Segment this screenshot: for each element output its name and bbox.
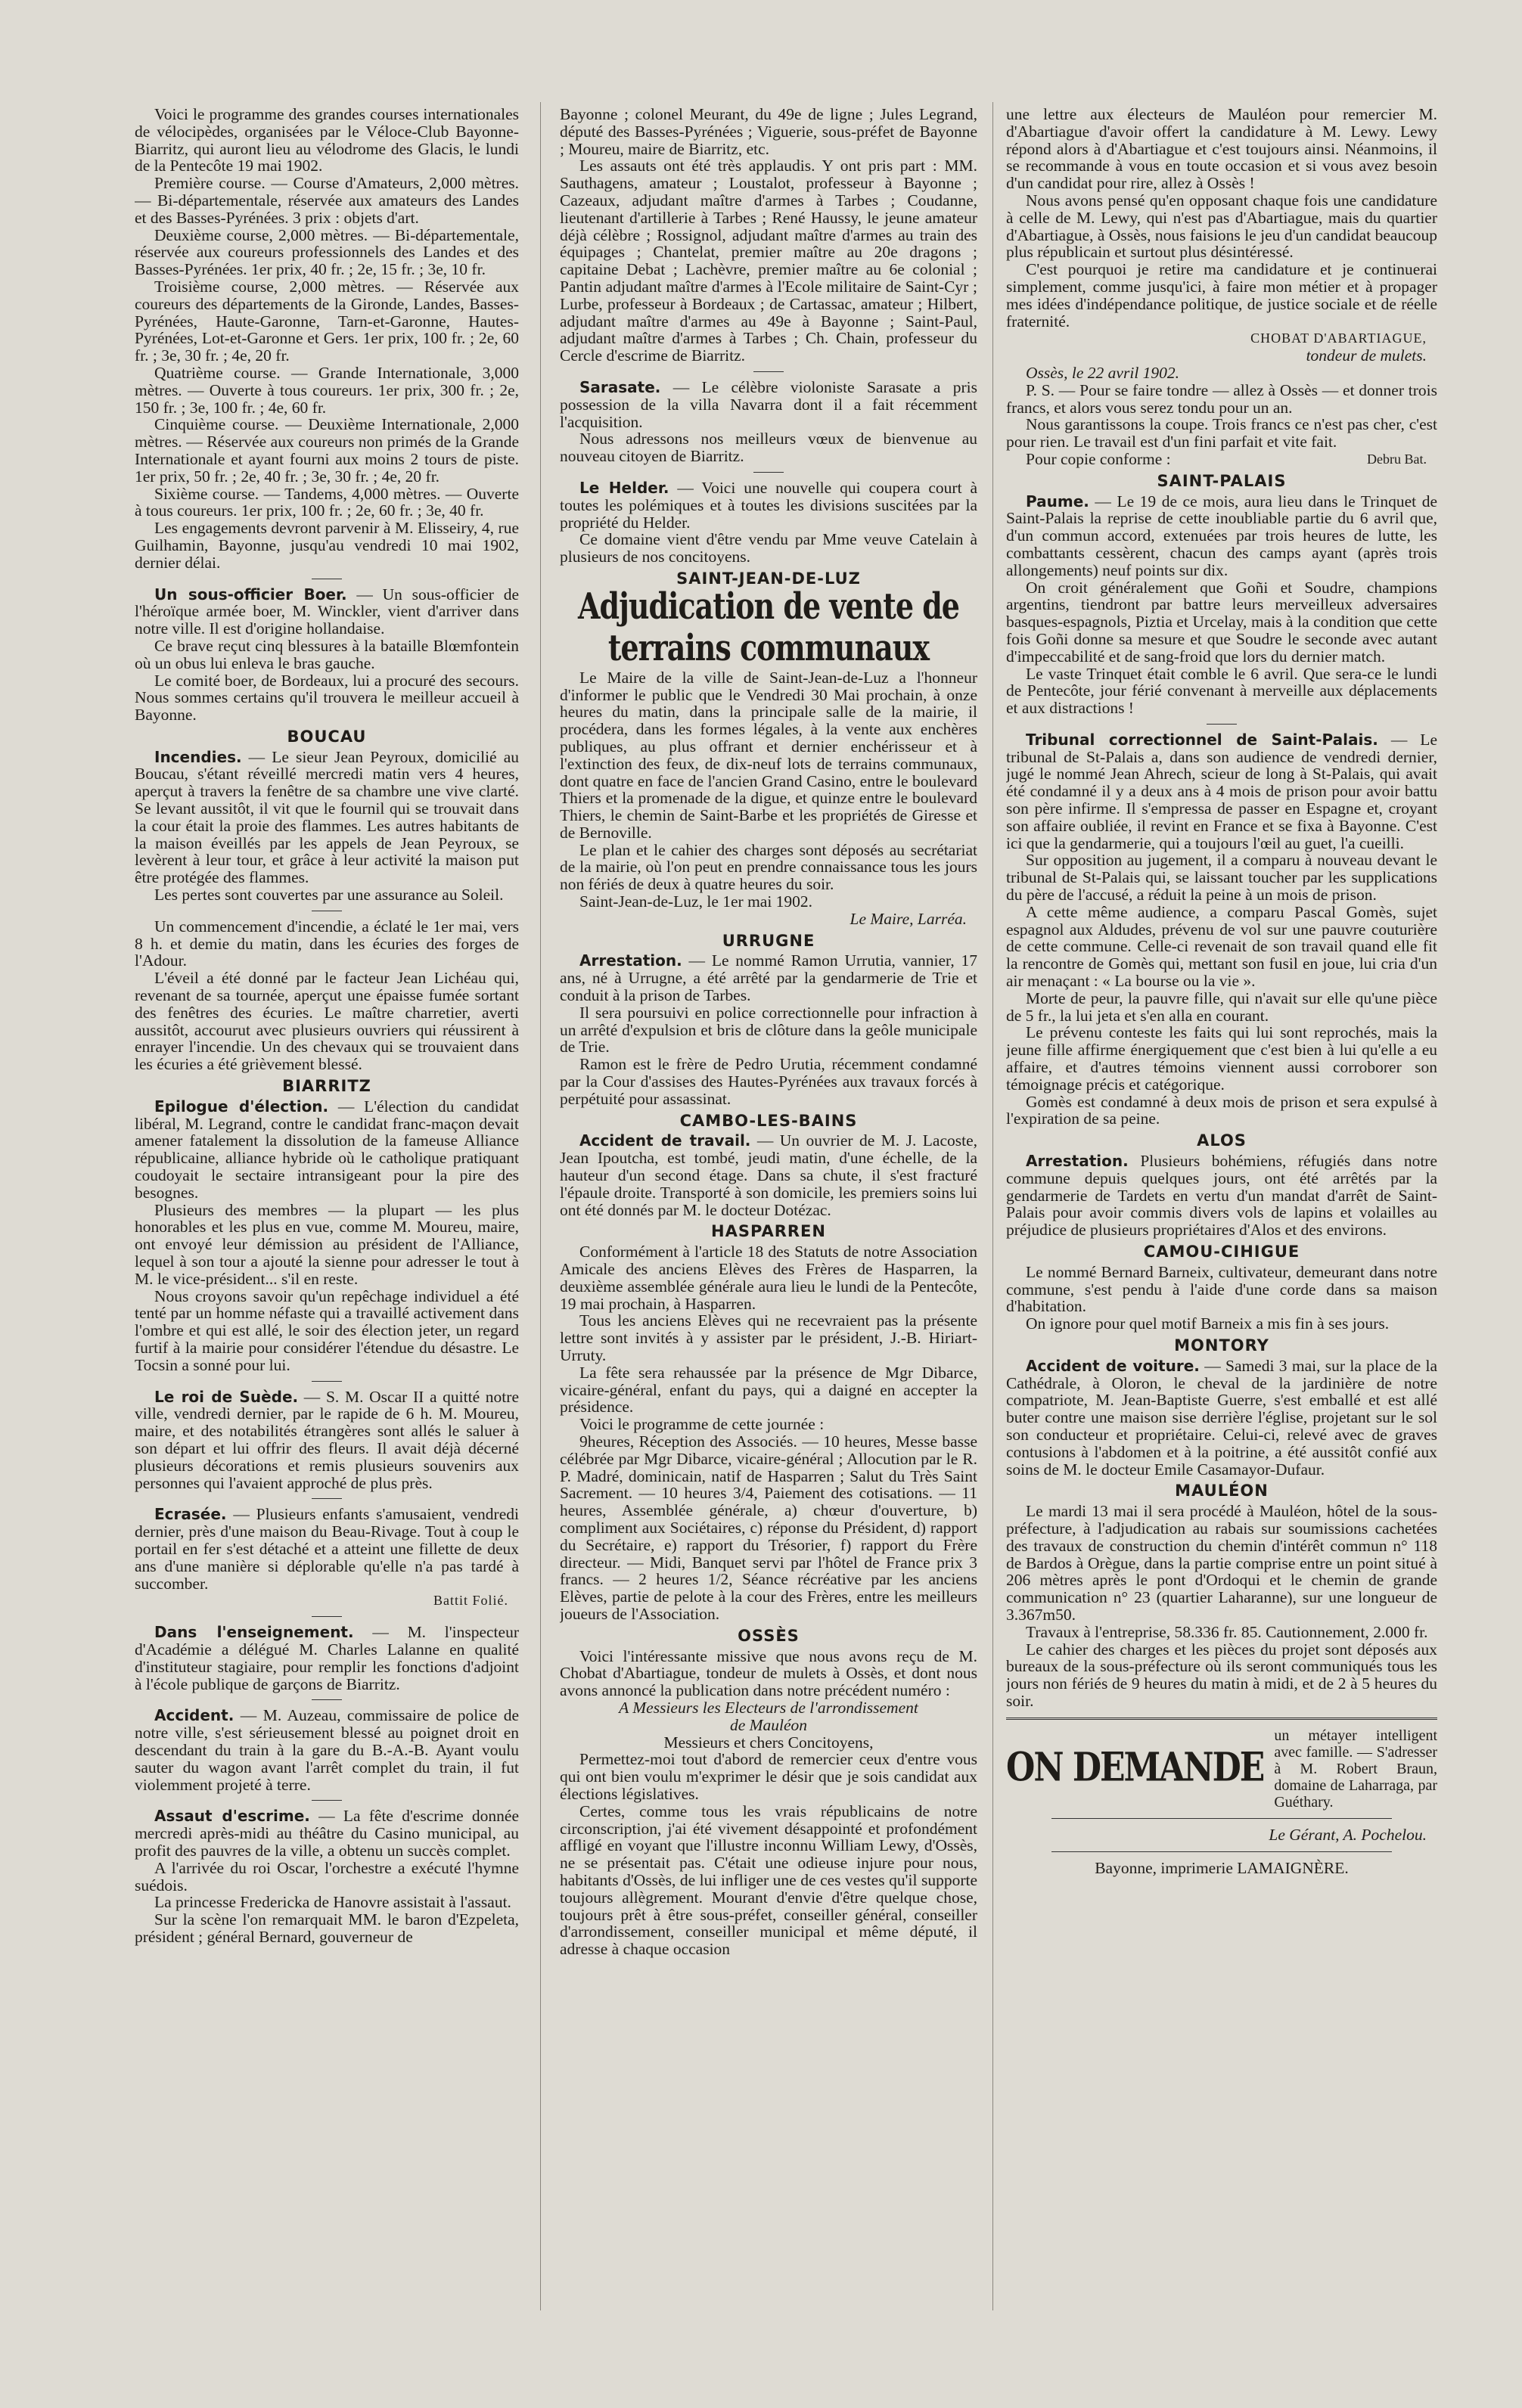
boer-text: — Un sous-officier de l'héroïque armée boer, M. Winckler, vient d'arriver dans notre ville. Il est d'origine hollandaise. bbox=[135, 585, 519, 638]
escrime-cont: Bayonne ; colonel Meurant, du 49e de ligne ; Jules Legrand, député des Basses-Pyrénées ; Viguerie, sous-préfet de Bayonne ; Moureu, maire de Biarritz, etc. bbox=[560, 106, 977, 158]
separator bbox=[1207, 724, 1237, 725]
race-3: Troisième course, 2,000 mètres. — Réservée aux coureurs des départements de la Gironde, Landes, Basses-Pyrénées, Haute-Garonne, Tarn-et-Garonne, Hautes-Pyrénées, Lot-et-Garonne et Gers. 1er prix, 100 fr. ; 2e, 60 fr. ; 3e, 30 fr. ; 4e, 20 fr. bbox=[135, 277, 519, 365]
accident-article bbox=[135, 1707, 519, 1793]
cambo-heading: CAMBO-LES-BAINS bbox=[679, 1111, 858, 1130]
on-demande-title: ON DEMANDE bbox=[1006, 1745, 1264, 1792]
escrime-text: — La fête d'escrime donnée mercredi après-midi au théâtre du Casino municipal, au profit des pauvres de la ville, a obtenu un succès complet. bbox=[135, 1807, 519, 1860]
incendies-text: — Le sieur Jean Peyroux, domicilié au Boucau, s'étant réveillé mercredi matin vers 4 heures, aperçut à travers la fenêtre de sa chambre une vive clarté. Se levant aussitôt, il vit que le fournil qui se trouvait dans la cour était la proie des flammes. Les autres habitants de la maison éveillés par les appels de Jean Peyroux, se levèrent à leur tour, et grâce à leur activité la maison put être protégée des flammes. bbox=[135, 747, 519, 887]
sjl-date: Saint-Jean-de-Luz, le 1er mai 1902. bbox=[579, 892, 813, 911]
accident-lead: Accident. bbox=[154, 1706, 235, 1725]
race-intro: Voici le programme des grandes courses internationales de vélocipèdes, organisées par le Véloce-Club Bayonne-Biarritz, qui auront lieu au vélodrome des Glacis, le lundi de la Pentecôte 19 mai 1902. bbox=[135, 106, 519, 175]
hasparren-p4: Voici le programme de cette journée : bbox=[579, 1415, 825, 1434]
mauleon-p1: Le mardi 13 mai il sera procédé à Mauléon, hôtel de la sous-préfecture, à l'adjudication au rabais sur soumissions cachetées des travaux de construction du chemin d'intérêt commun n° 118 de Bardos à Orègue, dans la partie comprise entre un point situé à 206 mètres après le pont d'Ordoqui et le chemin de grande communication n° 23 (quartier Laharanne), sur une longueur de 3.367m50. bbox=[1006, 1502, 1437, 1624]
footer-rule-2 bbox=[1051, 1851, 1392, 1852]
montory-heading: MONTORY bbox=[1174, 1336, 1269, 1354]
column-2 bbox=[560, 106, 977, 2322]
chobat-title: tondeur de mulets. bbox=[1306, 346, 1427, 365]
montory-lead: Accident de voiture. bbox=[1026, 1356, 1200, 1375]
paume-p3: Le vaste Trinquet était comble le 6 avril. Que sera-ce le lundi de Pentecôte, jour férié convenant à merveille aux déplacements et aux distractions ! bbox=[1006, 664, 1437, 718]
separator bbox=[312, 1616, 342, 1617]
accident-text: — M. Auzeau, commissaire de police de notre ville, s'est sérieusement blessé au poignet droit en descendant du train à la gare du B.-A.-B. Ayant voulu sauter du wagon avant l'arrêt complet du train, il fut violemment projeté à terre. bbox=[135, 1706, 519, 1794]
boer-article bbox=[135, 586, 519, 638]
enseignement-article bbox=[135, 1624, 519, 1693]
mauleon-p2: Travaux à l'entreprise, 58.336 fr. 85. Cautionnement, 2.000 fr. bbox=[1026, 1622, 1428, 1641]
column-rule-1 bbox=[540, 102, 541, 2310]
alos-heading: ALOS bbox=[1197, 1131, 1247, 1150]
osses-address-1: A Messieurs les Electeurs de l'arrondissement bbox=[619, 1698, 918, 1717]
footer-rule bbox=[1051, 1818, 1392, 1819]
arrestation-article bbox=[560, 952, 977, 1004]
enseignement-lead: Dans l'enseignement. bbox=[154, 1623, 354, 1642]
race-2: Deuxième course, 2,000 mètres. — Bi-départementale, réservée aux coureurs professionnels des Landes et des Basses-Pyrénées. 1er prix, 40 fr. ; 2e, 15 fr. ; 3e, 10 fr. bbox=[135, 225, 519, 279]
biarritz-heading: BIARRITZ bbox=[282, 1077, 371, 1096]
race-6: Sixième course. — Tandems, 4,000 mètres. — Ouverte à tous coureurs. 1er prix, 100 fr. ; 2e, 60 fr. ; 3e, 40 fr. bbox=[135, 484, 519, 520]
gerant: Le Gérant, A. Pochelou. bbox=[1269, 1825, 1427, 1844]
arrestation-text: — Le nommé Ramon Urrutia, vannier, 17 ans, né à Urrugne, a été arrêté par la gendarmerie de Trie et conduit à la prison de Tarbes. bbox=[560, 951, 977, 1005]
arrestation-p2: Il sera poursuivi en police correctionnelle pour infraction à un arrêté d'expulsion et bris de clôture dans la geôle municipale de Trie. bbox=[560, 1003, 977, 1057]
osses-address-2: de Mauléon bbox=[729, 1715, 808, 1734]
postscript-2: Nous garantissons la coupe. Trois francs ce n'est pas cher, c'est pour rien. Le travail est d'un fini parfait et vite fait. bbox=[1006, 415, 1437, 452]
column-1 bbox=[135, 106, 519, 2322]
helder-text: — Voici une nouvelle qui coupera court à toutes les polémiques et à toutes les divisions suscitées par la propriété du Helder. bbox=[560, 478, 977, 532]
tribunal-p3: A cette même audience, a comparu Pascal Gomès, sujet espagnol aux Aldudes, prévenu de vol sur une pauvre couturière de cette commune. Celle-ci revenait de son travail quand elle fit la rencontre de Gomès qui, mettant son fusil en joue, lui cria d'un air menaçant : « La bourse ou la vie ». bbox=[1006, 902, 1437, 991]
incendies-article bbox=[135, 749, 519, 886]
escrime-p3: La princesse Fredericka de Hanovre assistait à l'assaut. bbox=[154, 1893, 511, 1912]
escrime-p2: A l'arrivée du roi Oscar, l'orchestre a exécuté l'hymne suédois. bbox=[135, 1858, 519, 1894]
roi-text: — S. M. Oscar II a quitté notre ville, vendredi dernier, par le rapide de 6 h. M. Moureu, maire, et des notabilités étrangères sont allés le saluer à son départ et lui offrir des fleurs. Il avait déjà décerné plusieurs décorations et remis plusieurs souvenirs aux personnes qui l'avaient approché de plus près. bbox=[135, 1387, 519, 1492]
escrime-p4: Sur la scène l'on remarquait MM. le baron d'Ezpeleta, président ; général Bernard, gouverneur de bbox=[135, 1910, 519, 1946]
race-4: Quatrième course. — Grande Internationale, 3,000 mètres. — Ouverte à tous coureurs. 1er prix, 300 fr. ; 2e, 150 fr. ; 3e, 100 fr. ; 4e, 60 fr. bbox=[135, 363, 519, 417]
epilogue-text: — L'élection du candidat libéral, M. Legrand, contre le candidat franc-maçon devait amener fatalement la dissolution de la fameuse Alliance républicaine, alliance hybride où le catholique pratiquant coudoyait le sectaire intransigeant pour la pire des besognes. bbox=[135, 1097, 519, 1202]
ecrasee-lead: Ecrasée. bbox=[154, 1505, 227, 1524]
boer-p2: Ce brave reçut cinq blessures à la bataille Blœmfontein où un obus lui enleva le bras gauche. bbox=[135, 636, 519, 672]
race-entries: Les engagements devront parvenir à M. Elisseiry, 4, rue Guilhamin, Bayonne, jusqu'au vendredi 10 mai 1902, dernier délai. bbox=[135, 519, 519, 572]
sarasate-lead: Sarasate. bbox=[579, 377, 661, 396]
imprimerie: Bayonne, imprimerie LAMAIGNÈRE. bbox=[1095, 1858, 1349, 1877]
paume-text: — Le 19 de ce mois, aura lieu dans le Trinquet de Saint-Palais la reprise de cette inoubliable partie du 6 avril que, d'un commun accord, extenuées par trois heures de lutte, les combattants cessèrent, chacun des camps ayant (après trois allongements) neuf points sur dix. bbox=[1006, 492, 1437, 579]
ecrasee-text: — Plusieurs enfants s'amusaient, vendredi dernier, près d'une maison du Beau-Rivage. Tout à coup le portail en fer s'est détaché et a atteint une fillette de deux ans d'une manière si déplorable qu'elle n'a pas tardé à succomber. bbox=[135, 1505, 519, 1593]
separator bbox=[312, 1699, 342, 1700]
paume-article bbox=[1006, 493, 1437, 579]
tribunal-p4: Morte de peur, la pauvre fille, qui n'avait sur elle qu'une pièce de 5 fr., la lui jeta et s'en alla en courant. bbox=[1006, 988, 1437, 1025]
urrugne-heading: URRUGNE bbox=[722, 931, 815, 950]
incendies-p3: Un commencement d'incendie, a éclaté le 1er mai, vers 8 h. et demie du matin, dans les écuries des forges de l'Adour. bbox=[135, 917, 519, 970]
escrime-lead: Assaut d'escrime. bbox=[154, 1807, 310, 1826]
camou-p1: Le nommé Bernard Barneix, cultivateur, demeurant dans notre commune, s'est pendu à l'aide d'une corde dans sa maison d'habitation. bbox=[1006, 1262, 1437, 1316]
arrestation-lead: Arrestation. bbox=[579, 951, 682, 970]
camou-cihigue-heading: CAMOU-CIHIGUE bbox=[1143, 1243, 1300, 1261]
separator bbox=[312, 1381, 342, 1382]
mauleon-p3: Le cahier des charges et les pièces du projet sont déposés aux bureaux de la sous-préfecture où ils seront communiqués tous les jours non fériés de 9 heures du matin à midi, et de 2 à 5 heures du soir. bbox=[1006, 1640, 1437, 1710]
osses-p3: Certes, comme tous les vrais républicains de notre circonscription, j'ai été vivement désappointé et profondément affligé en voyant que l'illustre inconnu William Lewy, d'Ossès, ne se présentait pas. C'était une odieuse injure pour nous, habitants d'Ossès, de lui infliger une de ces vestes qu'il supporte toujours allègrement. Mourant d'envie d'être quelque chose, toujours prêt à être sous-préfet, conseiller général, conseiller d'arrondissement, conseiller municipal et même député, il adresse à chaque occasion bbox=[560, 1801, 977, 1959]
saint-palais-heading: SAINT-PALAIS bbox=[1157, 471, 1287, 490]
hasparren-p2: Tous les anciens Elèves qui ne recevraient pas la présente lettre sont invités à y assister par le président, J.-B. Hiriart-Urruty. bbox=[560, 1311, 977, 1364]
column-rule-2 bbox=[992, 102, 993, 2310]
enseignement-text: — M. l'inspecteur d'Académie a délégué M. Charles Lalanne en qualité d'instituteur stagiaire, pour remplir les fonctions d'adjoint à l'école publique de garçons de Biarritz. bbox=[135, 1623, 519, 1693]
separator bbox=[753, 472, 784, 473]
arrestation-p3: Ramon est le frère de Pedro Urutia, récemment condamné par la Cour d'assises des Hautes-Pyrénées aux travaux forcés à perpétuité pour assassinat. bbox=[560, 1055, 977, 1108]
osses-p4: Nous avons pensé qu'en opposant chaque fois une candidature à celle de M. Lewy, qui n'est pas d'Abartiague, mais du quartier d'Abartiague, à Ossès, nous faisions le jeu d'un candidat beaucoup plus républicain et surtout plus désintéressé. bbox=[1006, 191, 1437, 262]
montory-article bbox=[1006, 1358, 1437, 1479]
cambo-text: — Un ouvrier de M. J. Lacoste, Jean Ipoutcha, est tombé, jeudi matin, d'une échelle, de la hauteur d'un second étage. Dans sa chute, il s'est fracturé l'épaule droite. Transporté à son domicile, les premiers soins lui ont été donnés par M. le docteur Dotézac. bbox=[560, 1131, 977, 1219]
copie-signature: Debru Bat. bbox=[1367, 451, 1427, 467]
on-demande-ad bbox=[1006, 1718, 1437, 1811]
epilogue-p2: Plusieurs des membres — la plupart — les plus honorables et les plus en vue, comme M. Moureu, maire, ont envoyé leur démission au président de l'Alliance, lequel à son tour a ajouté la sienne pour adresser le tout à M. le vice-président... s'il en reste. bbox=[135, 1200, 519, 1288]
boucau-heading: BOUCAU bbox=[287, 727, 367, 746]
column-3 bbox=[1006, 106, 1437, 2322]
epilogue-lead: Epilogue d'élection. bbox=[154, 1097, 329, 1116]
tribunal-p2: Sur opposition au jugement, il a comparu à nouveau devant le tribunal de St-Palais qui, se laissant toucher par les supplications du père de l'accusé, a réduit la peine à un mois de prison. bbox=[1006, 851, 1437, 905]
alos-lead: Arrestation. bbox=[1026, 1152, 1129, 1171]
osses-salutation: Messieurs et chers Concitoyens, bbox=[663, 1733, 874, 1752]
hasparren-p5: 9heures, Réception des Associés. — 10 heures, Messe basse célébrée par Mgr Dibarce, vicaire-général ; Allocution par le R. P. Madré, dominicain, natif de Hasparren ; Salut du Très Saint Sacrement. — 10 heures 3/4, Paiement des cotisations. — 11 heures, Assemblée générale, a) chœur d'ouverture, b) compliment aux Sociétaires, c) réponse du Président, d) rapport du Secrétaire, e) rapport du Trésorier, f) rapport du Frère directeur. — Midi, Banquet servi par l'hôtel de France prix 3 francs. — 2 heures 1/2, Séance récréative par les anciens Elèves, partie de pelote à la cour des Frères, entre les meilleurs joueurs de l'Association. bbox=[560, 1432, 977, 1623]
chobat-signature: CHOBAT D'ABARTIAGUE, bbox=[1250, 330, 1427, 346]
osses-p1: Voici l'intéressante missive que nous avons reçu de M. Chobat d'Abartiague, tondeur de mulets à Ossès, et dont nous avons annoncé la publication dans notre précédent numéro : bbox=[560, 1646, 977, 1700]
adjudication-banner: Adjudication de vente de terrains communaux bbox=[578, 584, 959, 669]
helder-article bbox=[560, 479, 977, 531]
ecrasee-article bbox=[135, 1506, 519, 1592]
boer-lead: Un sous-officier Boer. bbox=[154, 585, 347, 604]
race-1: Première course. — Course d'Amateurs, 2,000 mètres. — Bi-départementale, réservée aux amateurs des Landes et des Basses-Pyrénées. 3 prix : objets d'art. bbox=[135, 174, 519, 227]
osses-p5: C'est pourquoi je retire ma candidature et je continuerai simplement, comme jusqu'ici, à faire mon métier et à propager mes idées d'indépendance politique, de justice sociale et de réelle fraternité. bbox=[1006, 260, 1437, 330]
incendies-p2: Les pertes sont couvertes par une assurance au Soleil. bbox=[154, 886, 504, 905]
alos-text: Plusieurs bohémiens, réfugiés dans notre commune depuis quelques jours, ont été arrêtés par la gendarmerie de Tardets en vertu d'un mandat d'arrêt de Saint-Palais pour avoir commis divers vols de lapins et volailles au préjudice de plusieurs propriétaires d'Alos et des environs. bbox=[1006, 1152, 1437, 1240]
helder-p2: Ce domaine vient d'être vendu par Mme veuve Catelain à plusieurs de nos concitoyens. bbox=[560, 530, 977, 566]
tribunal-text: — Le tribunal de St-Palais a, dans son audience de vendredi dernier, jugé le nommé Jean Ahrech, scieur de long à St-Palais, qui avait été condamné il y a deux ans à 4 mois de prison pour avoir battu son père infirme. Il s'empressa de passer en Espagne et, croyant son affaire oubliée, il revint en France et se fixa à Bayonne. C'est ici que la gendarmerie, qui a toujours l'œil au guet, l'a cueilli. bbox=[1006, 730, 1437, 852]
roi-lead: Le roi de Suède. bbox=[154, 1387, 299, 1406]
hasparren-p3: La fête sera rehaussée par la présence de Mgr Dibarce, vicaire-général, enfant du pays, qui a daigné en accepter la présidence. bbox=[560, 1363, 977, 1417]
sarasate-text: — Le célèbre violoniste Sarasate a pris possession de la villa Navarra dont il a fait récemment l'acquisition. bbox=[560, 377, 977, 431]
hasparren-p1: Conformément à l'article 18 des Statuts de notre Association Amicale des anciens Elèves des Frères de Hasparren, la deuxième assemblée générale aura lieu le lundi de la Pentecôte, 19 mai prochain, à Hasparren. bbox=[560, 1243, 977, 1313]
separator bbox=[312, 1498, 342, 1499]
tribunal-p6: Gomès est condamné à deux mois de prison et sera expulsé à l'expiration de sa peine. bbox=[1006, 1092, 1437, 1128]
osses-heading: OSSÈS bbox=[738, 1626, 800, 1645]
race-5: Cinquième course. — Deuxième Internationale, 2,000 mètres. — Réservée aux coureurs non primés de la Grande Internationale et ayant fourni aux moins 2 tours de piste. 1er prix, 50 fr. ; 2e, 40 fr. ; 3e, 30 fr. ; 4e, 20 fr. bbox=[135, 415, 519, 486]
hasparren-heading: HASPARREN bbox=[711, 1222, 826, 1241]
escrime-article bbox=[135, 1808, 519, 1859]
copie-conforme bbox=[1006, 451, 1437, 468]
cambo-lead: Accident de travail. bbox=[579, 1131, 751, 1150]
paume-p2: On croit généralement que Goñi et Soudre, champions argentins, tiendront par battre leurs merveilleux adversaires basques-espagnols, Piztia et Urcelay, mais à la condition que cette fois Goñi donne sa mesure et que Soudre le seconde avec autant d'impeccabilité et de sang-froid que lors du dernier match. bbox=[1006, 578, 1437, 666]
on-demande-text: un métayer intelligent avec famille. — S'adresser à M. Robert Braun, domaine de Laharraga, par Guéthary. bbox=[1274, 1727, 1437, 1811]
montory-text: — Samedi 3 mai, sur la place de la Cathédrale, à Oloron, le cheval de la jardinière de notre compatriote, M. Jean-Baptiste Guerre, s'est emballé et est allé buter contre une maison sise derrière l'église, projetant sur le sol son conducteur et propriétaire. Celui-ci, relevé avec de graves contusions à l'abdomen et à la poitrine, a été aussitôt confié aux soins de M. le docteur Emile Casamayor-Dufaur. bbox=[1006, 1356, 1437, 1479]
epilogue-p3: Nous croyons savoir qu'un repêchage individuel a été tenté par un homme néfaste qui a travaillé activement dans l'ombre et qui est allé, le soir des élection jeter, un regard furtif à la mairie pour considérer l'étendue du désastre. Le Tocsin a sonné pour lui. bbox=[135, 1286, 519, 1374]
epilogue-article bbox=[135, 1098, 519, 1202]
boer-p3: Le comité boer, de Bordeaux, lui a procuré des secours. Nous sommes certains qu'il trouvera le meilleur accueil à Bayonne. bbox=[135, 671, 519, 725]
separator bbox=[312, 1800, 342, 1801]
helder-lead: Le Helder. bbox=[579, 478, 669, 497]
ecrasee-signature: Battit Folié. bbox=[433, 1593, 508, 1609]
sjl-p2: Le plan et le cahier des charges sont déposés au secrétariat de la mairie, où l'on peut en prendre connaissance tous les jours non fériés de deux à quatre heures du soir. bbox=[560, 840, 977, 894]
sarasate-p2: Nous adressons nos meilleurs vœux de bienvenue au nouveau citoyen de Biarritz. bbox=[560, 430, 977, 466]
tribunal-article bbox=[1006, 731, 1437, 852]
incendies-p4: L'éveil a été donné par le facteur Jean Lichéau qui, revenant de sa tournée, aperçut une épaisse fumée sortant des fenêtres des écuries. Le maître charretier, averti aussitôt, accourut avec plusieurs ouvriers qui réussirent à enrayer l'incendie. Un des chevaux qui se trouvaient dans les écuries a été grièvement blessé. bbox=[135, 969, 519, 1074]
tribunal-p5: Le prévenu conteste les faits qui lui sont reprochés, mais la jeune fille affirme énergiquement que c'est bien à lui qu'elle a eu affaire, et d'autres témoins viennent aussi corroborer son témoignage précis et catégorique. bbox=[1006, 1023, 1437, 1094]
saint-jean-de-luz-heading: SAINT-JEAN-DE-LUZ bbox=[676, 569, 861, 588]
osses-p2: Permettez-moi tout d'abord de remercier ceux d'entre vous qui ont bien voulu m'exprimer le désir que je sois candidat aux élections législatives. bbox=[560, 1750, 977, 1803]
osses-date: Ossès, le 22 avril 1902. bbox=[1026, 363, 1180, 382]
cambo-article bbox=[560, 1132, 977, 1218]
roi-article bbox=[135, 1389, 519, 1492]
alos-article bbox=[1006, 1153, 1437, 1239]
sjl-p1: Le Maire de la ville de Saint-Jean-de-Luz a l'honneur d'informer le public que le Vendredi 30 Mai prochain, à onze heures du matin, dans la principale salle de la mairie, il procédera, dans les formes légales, à la vente aux enchères publiques, au plus offrant et dernier enchérisseur et à l'extinction des feux, de dix-neuf lots de terrains communaux, dont quatre en face de l'ancien Grand Casino, entre le boulevard Thiers et la promenade de la digue, et quinze entre le boulevard Thiers, le chemin de Saint-Barbe et les propriétés de Giresse et de Bernoville. bbox=[560, 668, 977, 842]
separator bbox=[753, 371, 784, 372]
copie-label: Pour copie conforme : bbox=[1026, 449, 1171, 468]
mauleon-heading: MAULÉON bbox=[1175, 1482, 1269, 1500]
postscript: P. S. — Pour se faire tondre — allez à Ossès — et donner trois francs, et alors vous serez tondu pour un an. bbox=[1006, 380, 1437, 417]
camou-p2: On ignore pour quel motif Barneix a mis fin à ses jours. bbox=[1026, 1314, 1390, 1333]
sjl-signature: Le Maire, Larréa. bbox=[850, 909, 967, 928]
sarasate-article bbox=[560, 379, 977, 430]
tribunal-lead: Tribunal correctionnel de Saint-Palais. bbox=[1026, 730, 1378, 749]
escrime-participants: Les assauts ont été très applaudis. Y ont pris part : MM. Sauthagens, amateur ; Loustalot, professeur à Bayonne ; Cazeaux, adjudant maître d'armes à Tarbes ; Coudanne, lieutenant d'artillerie à Tarbes ; René Haussy, le jeune amateur déjà célèbre ; Rossignol, adjudant maître d'armes au train des équipages ; Chantelat, premier maître au 20e dragons ; capitaine Debat ; Lachèvre, premier maître au 6e colonial ; Pantin adjudant maître d'armes à l'Ecole militaire de Saint-Cyr ; Lurbe, professeur à Bordeaux ; de Cartassac, amateur ; Hilbert, adjudant maître d'armes au 49e à Bayonne ; Saint-Paul, adjudant maître d'armes à Tarbes ; Ch. Chain, professeur du Cercle d'escrime de Biarritz. bbox=[560, 157, 977, 365]
paume-lead: Paume. bbox=[1026, 492, 1089, 510]
osses-cont: une lettre aux électeurs de Mauléon pour remercier M. d'Abartiague d'avoir offert la candidature à M. Lewy. Lewy répond alors à d'Abartiague et c'est toujours ainsi. Néanmoins, il se recommande à vous en toute occasion et si vous avez besoin d'un candidat pour rire, allez à Ossès ! bbox=[1006, 106, 1437, 193]
incendies-lead: Incendies. bbox=[154, 747, 242, 766]
